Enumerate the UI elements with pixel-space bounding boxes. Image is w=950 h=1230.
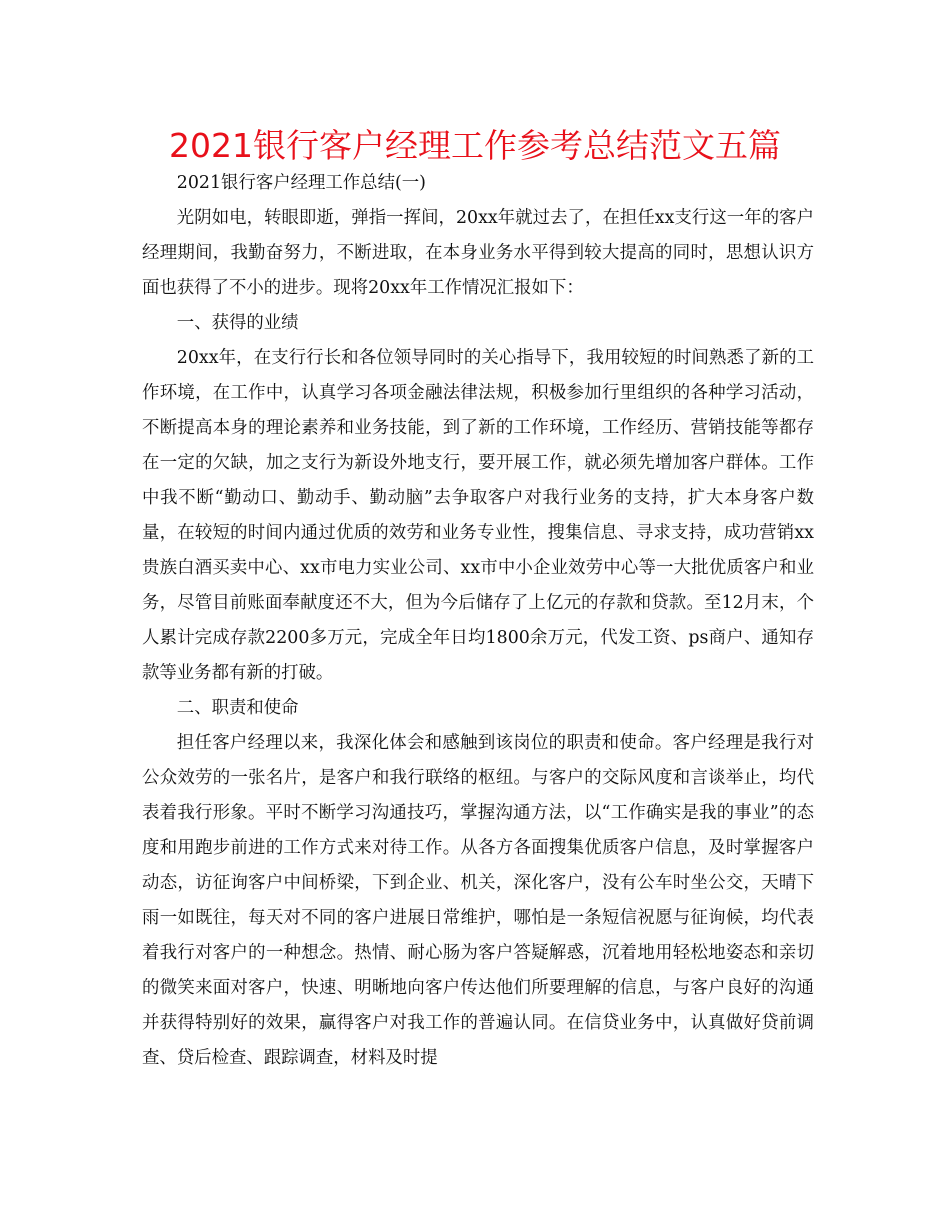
section-heading: 二、职责和使命 [176,698,299,718]
section-heading: 2021银行客户经理工作总结(一) [176,173,426,193]
document-title: 2021银行客户经理工作参考总结范文五篇 [169,126,781,165]
paragraph: 20xx年，在支行行长和各位领导同时的关心指导下，我用较短的时间熟悉了新的工作环境，在工作中，认真学习各项金融法律法规，积极参加行里组织的各种学习活动，不断提高本身的理论素养和业务技能，到了新的工作环境，工作经历、营销技能等都存在一定的欠缺，加之支行为新设外地支行，要开展工作，就必须先增加客户群体。工作中我不断“勤动口、勤动手、勤动脑”去争取客户对我行业务的支持，扩大本身客户数量，在较短的时间内通过优质的效劳和业务专业性，搜集信息、寻求支持，成功营销xx贵族白酒买卖中心、xx市电力实业公司、xx市中小企业效劳中心等一大批优质客户和业务，尽管目前账面奉献度还不大，但为今后储存了上亿元的存款和贷款。至12月末，个人累计完成存款2200多万元，完成全年日均1800余万元，代发工资、ps商户、通知存款等业务都有新的打破。 [142,348,814,683]
paragraph: 担任客户经理以来，我深化体会和感触到该岗位的职责和使命。客户经理是我行对公众效劳的一张名片，是客户和我行联络的枢纽。与客户的交际风度和言谈举止，均代表着我行形象。平时不断学习沟通技巧，掌握沟通方法，以“工作确实是我的事业”的态度和用跑步前进的工作方式来对待工作。从各方各面搜集优质客户信息，及时掌握客户动态，访征询客户中间桥梁，下到企业、机关，深化客户，没有公车时坐公交，天晴下雨一如既往，每天对不同的客户进展日常维护，哪怕是一条短信祝愿与征询候，均代表着我行对客户的一种想念。热情、耐心肠为客户答疑解惑，沉着地用轻松地姿态和亲切的微笑来面对客户，快速、明晰地向客户传达他们所要理解的信息，与客户良好的沟通并获得特别好的效果，赢得客户对我工作的普遍认同。在信贷业务中，认真做好贷前调查、贷后检查、跟踪调查，材料及时提 [142,733,814,1068]
paragraph: 光阴如电，转眼即逝，弹指一挥间，20xx年就过去了，在担任xx支行这一年的客户经理期间，我勤奋努力，不断进取，在本身业务水平得到较大提高的同时，思想认识方面也获得了不小的进步。现将20xx年工作情况汇报如下： [142,208,814,298]
document-body [142,166,814,1076]
section-heading: 一、获得的业绩 [176,313,299,333]
